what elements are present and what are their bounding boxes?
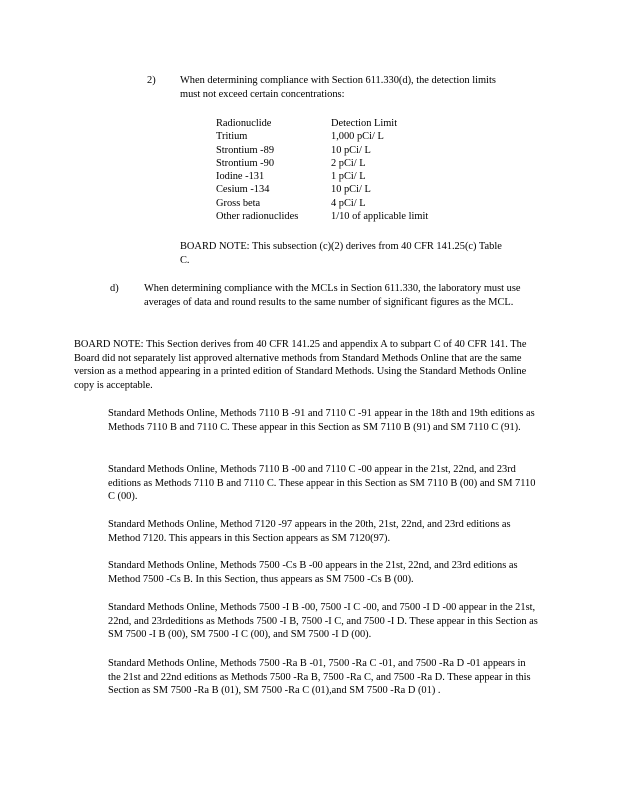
table-header xyxy=(216,117,476,130)
subsection-board-note: BOARD NOTE: This subsection (c)(2) derives from 40 CFR 141.25(c) Table C. xyxy=(180,241,502,266)
table-row xyxy=(216,157,476,170)
item-2-number: 2) xyxy=(147,75,156,86)
item-2-text: When determining compliance with Section 611.330(d), the detection limits must not exceed certain concentrations: xyxy=(180,75,496,100)
radionuclide-cell: Tritium xyxy=(216,131,248,143)
header-radionuclide: Radionuclide xyxy=(216,118,272,129)
methods-paragraph: Standard Methods Online, Methods 7500 -Cs B -00 appears in the 21st, 22nd, and 23rd editions as Method 7500 -Cs B. In this Section, thus appears as SM 7500 -Cs B (00). xyxy=(108,560,518,585)
table-row xyxy=(216,130,476,143)
table-row xyxy=(216,210,476,223)
methods-paragraph: Standard Methods Online, Methods 7500 -I B -00, 7500 -I C -00, and 7500 -I D -00 appear in the 21st, 22nd, and 23rdeditions as Methods 7500 -I B, 7500 -I C, and 7500 -I D. These appear in this Section as SM 7500 -I B (00), SM 7500 -I C (00), and SM 7500 -I D (00). xyxy=(108,602,538,641)
limit-cell: 1/10 of applicable limit xyxy=(331,211,429,223)
limit-cell: 1 pCi/ L xyxy=(331,171,366,183)
table-row xyxy=(216,183,476,196)
item-d-text: When determining compliance with the MCLs in Section 611.330, the laboratory must use averages of data and round results to the same number of significant figures as the MCL. xyxy=(144,283,521,308)
methods-paragraph: Standard Methods Online, Methods 7500 -Ra B -01, 7500 -Ra C -01, and 7500 -Ra D -01 appears in the 21st and 22nd editions as Methods 7500 -Ra B, 7500 -Ra C, and 7500 -Ra D. These appear in this Section as SM 7500 -Ra B (01), SM 7500 -Ra C (01),and SM 7500 -Ra D (01) . xyxy=(108,658,531,697)
radionuclide-cell: Strontium -90 xyxy=(216,157,275,169)
methods-paragraph: Standard Methods Online, Method 7120 -97 appears in the 20th, 21st, 22nd, and 23rd editions as Method 7120. This appears in this Section appears as SM 7120(97). xyxy=(108,519,511,544)
limit-cell: 4 pCi/ L xyxy=(331,197,366,209)
section-board-note: BOARD NOTE: This Section derives from 40 CFR 141.25 and appendix A to subpart C of 40 CFR 141. The Board did not separately list approved alternative methods from Standard Methods Online that are the same version as a method appearing in a printed edition of Standard Methods. Using the Standard Methods Online copy is acceptable. xyxy=(74,339,527,391)
item-d-number: d) xyxy=(110,283,119,294)
limit-cell: 1,000 pCi/ L xyxy=(331,131,384,143)
table-row xyxy=(216,144,476,157)
table-row xyxy=(216,197,476,210)
limit-cell: 10 pCi/ L xyxy=(331,144,371,156)
radionuclide-cell: Gross beta xyxy=(216,197,261,209)
radionuclide-cell: Cesium -134 xyxy=(216,184,270,196)
table-row xyxy=(216,170,476,183)
methods-paragraph: Standard Methods Online, Methods 7110 B -91 and 7110 C -91 appear in the 18th and 19th editions as Methods 7110 B and 7110 C. These appear in this Section as SM 7110 B (91) and SM 7110 C (91). xyxy=(108,408,535,433)
radionuclide-cell: Other radionuclides xyxy=(216,211,299,223)
limit-cell: 2 pCi/ L xyxy=(331,157,366,169)
methods-paragraph: Standard Methods Online, Methods 7110 B -00 and 7110 C -00 appear in the 21st, 22nd, and 23rd editions as Methods 7110 B and 7110 C. These appear in this Section as SM 7110 B (00) and SM 7110 C (00). xyxy=(108,464,536,503)
limit-cell: 10 pCi/ L xyxy=(331,184,371,196)
radionuclide-cell: Iodine -131 xyxy=(216,171,265,183)
radionuclide-cell: Strontium -89 xyxy=(216,144,275,156)
header-detection-limit: Detection Limit xyxy=(331,118,398,129)
detection-limits-table xyxy=(216,117,476,223)
